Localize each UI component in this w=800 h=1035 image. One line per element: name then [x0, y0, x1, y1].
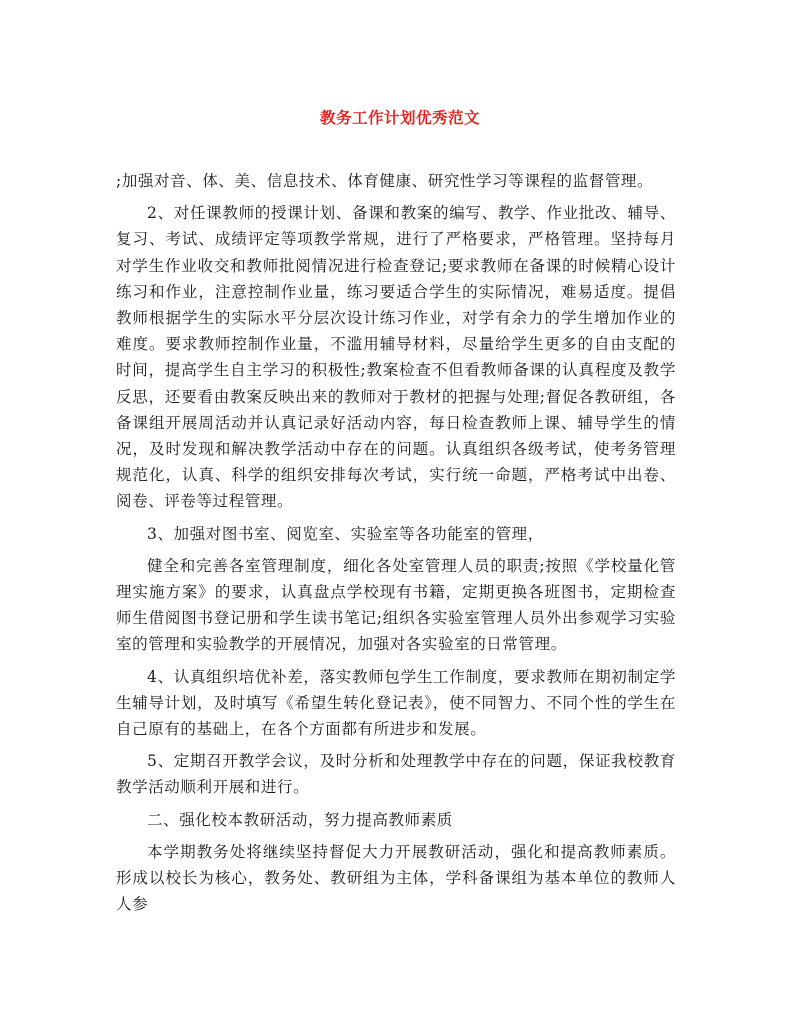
document-body — [116, 168, 676, 923]
paragraph-8: 本学期教务处将继续坚持督促大力开展教研活动，强化和提高教师素质。形成以校长为核心，教务处、教研组为主体，学科备课组为基本单位的教师人人参 — [116, 842, 676, 914]
document-title: 教务工作计划优秀范文 — [319, 108, 480, 127]
paragraph-6: 5、定期召开教学会议，及时分析和处理教学中存在的问题，保证我校教育教学活动顺利开展和进行。 — [116, 752, 676, 797]
paragraph-3: 3、加强对图书室、阅览室、实验室等各功能室的管理， — [147, 524, 544, 543]
paragraph-2: 2、对任课教师的授课计划、备课和教案的编写、教学、作业批改、辅导、复习、考试、成绩评定等项教学常规，进行了严格要求，严格管理。坚持每月对学生作业收交和教师批阅情况进行检查登记;要求教师在备课的时候精心设计练习和作业，注意控制作业量，练习要适合学生的实际情况，难易适度。提倡教师根据学生的实际水平分层次设计练习作业，对学有余力的学生增加作业的难度。要求教师控制作业量，不滥用辅导材料，尽量给学生更多的自由支配的时间，提高学生自主学习的积极性;教案检查不但看教师备课的认真程度及教学反思，还要看由教案反映出来的教师对于教材的把握与处理;督促各教研组，各备课组开展周活动并认真记录好活动内容，每日检查教师上课、辅导学生的情况，及时发现和解决教学活动中存在的问题。认真组织各级考试，使考务管理规范化，认真、科学的组织安排每次考试，实行统一命题，严格考试中出卷、阅卷、评卷等过程管理。 — [116, 204, 676, 511]
paragraph-7: 二、强化校本教研活动，努力提高教师素质 — [147, 810, 453, 829]
paragraph-4: 健全和完善各室管理制度，细化各处室管理人员的职责;按照《学校量化管理实施方案》的要求，认真盘点学校现有书籍，定期更换各班图书，定期检查师生借阅图书登记册和学生读书笔记;组织各实验室管理人员外出参观学习实验室的管理和实验教学的开展情况，加强对各实验室的日常管理。 — [116, 556, 676, 654]
paragraph-5: 4、认真组织培优补差，落实教师包学生工作制度，要求教师在期初制定学生辅导计划，及时填写《希望生转化登记表》，使不同智力、不同个性的学生在自己原有的基础上，在各个方面都有所进步和发展。 — [116, 667, 676, 739]
paragraph-1: ;加强对音、体、美、信息技术、体育健康、研究性学习等课程的监督管理。 — [116, 172, 654, 190]
